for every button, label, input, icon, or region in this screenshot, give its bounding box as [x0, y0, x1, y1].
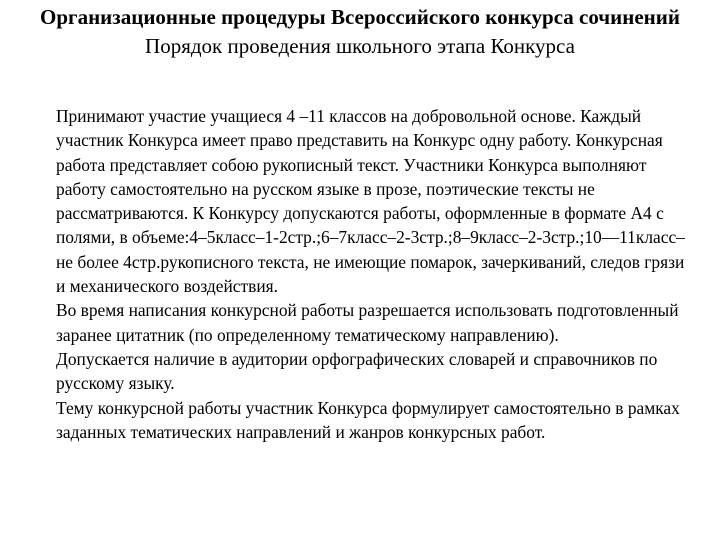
paragraph-citation-book: Во время написания конкурсной работы разрешается использовать подготовленный заранее цитатник (по определенному тематическому направлению). [56, 300, 679, 345]
paragraph-dictionaries: Допускается наличие в аудитории орфографических словарей и справочников по русскому языку. [56, 348, 658, 394]
paragraph-topic: Тему конкурсной работы участник Конкурса формулирует самостоятельно в рамках заданных тематических направлений и жанров конкурсных работ. [56, 397, 680, 442]
slide-subtitle: Порядок проведения школьного этапа Конкурса [145, 34, 575, 58]
title-block [40, 4, 680, 61]
slide-title: Организационные процедуры Всероссийского конкурса сочинений [40, 5, 680, 29]
paragraph-participation: Принимают участие учащиеся 4 –11 классов на добровольной основе. Каждый участник Конкурса имеет право представить на Конкурс одну работу. Конкурсная работа представляет собою рукописный текст. Участники Конкурса выполняют работу самостоятельно на русском языке в прозе, поэтические тексты не рассматриваются. К Конкурсу допускаются работы, оформленные в формате А4 с полями, в объеме:4–5класс–1-2стр.;6–7класс–2-3стр.;8–9класс–2-3стр.;10—11класс–не более 4стр.рукописного текста, не имеющие помарок, зачеркиваний, следов грязи и механического воздействия. [56, 106, 685, 297]
body-text [56, 104, 686, 444]
